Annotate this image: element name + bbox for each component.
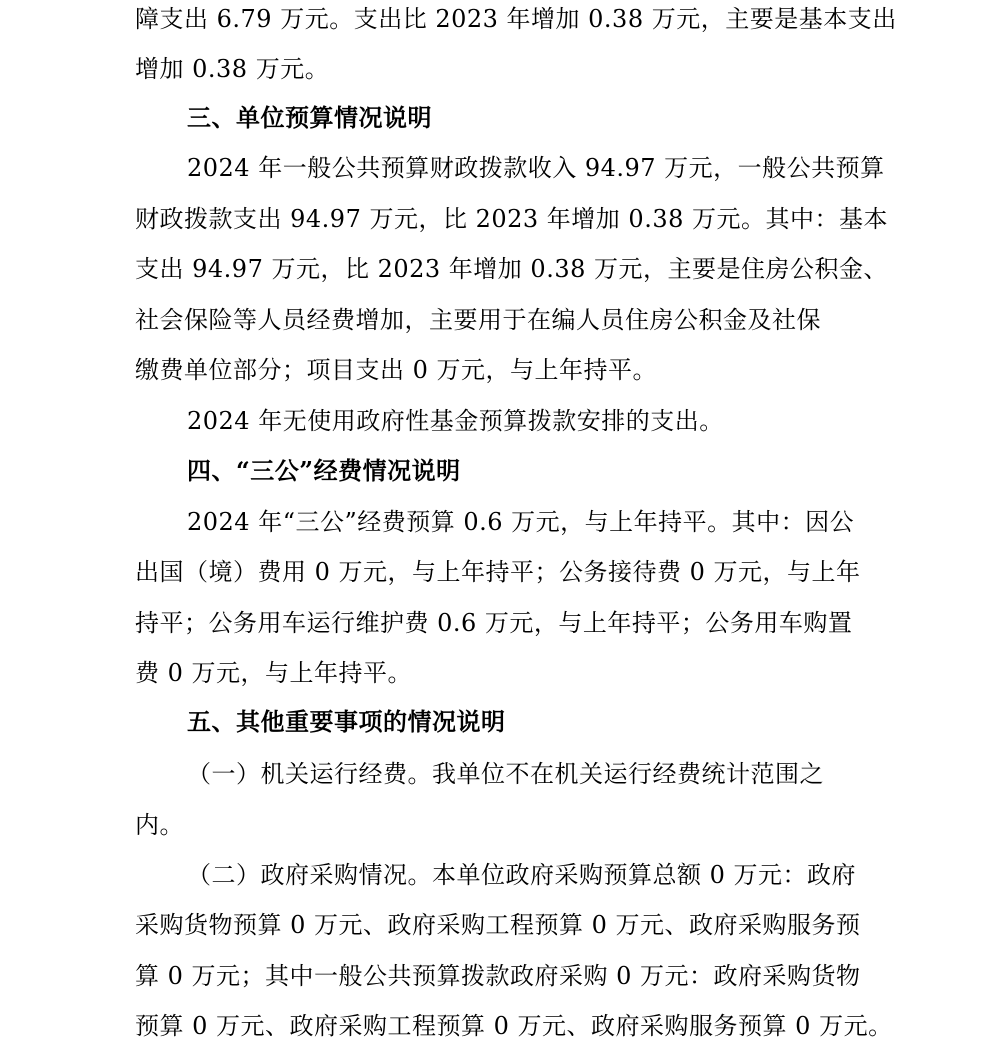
paragraph-line: 内。 [135, 811, 184, 839]
section-heading-3: 三、单位预算情况说明 [187, 103, 432, 132]
paragraph-line: 算 0 万元；其中一般公共预算拨款政府采购 0 万元：政府采购货物 [135, 962, 861, 990]
paragraph-line: 预算 0 万元、政府采购工程预算 0 万元、政府采购服务预算 0 万元。 [135, 1012, 893, 1040]
paragraph-line: 增加 0.38 万元。 [135, 55, 330, 83]
paragraph-line: （一）机关运行经费。我单位不在机关运行经费统计范围之 [187, 760, 824, 788]
paragraph-line: 2024 年一般公共预算财政拨款收入 94.97 万元，一般公共预算 [187, 154, 885, 182]
paragraph-line: 支出 94.97 万元，比 2023 年增加 0.38 万元，主要是住房公积金、 [135, 255, 888, 283]
paragraph-line: 障支出 6.79 万元。支出比 2023 年增加 0.38 万元，主要是基本支出 [135, 5, 897, 33]
paragraph-line: 出国（境）费用 0 万元，与上年持平；公务接待费 0 万元，与上年 [135, 558, 861, 586]
paragraph-line: 费 0 万元，与上年持平。 [135, 659, 413, 687]
paragraph-line: 2024 年无使用政府性基金预算拨款安排的支出。 [187, 407, 724, 435]
paragraph-line: （二）政府采购情况。本单位政府采购预算总额 0 万元：政府 [187, 861, 857, 889]
paragraph-line: 采购货物预算 0 万元、政府采购工程预算 0 万元、政府采购服务预 [135, 911, 861, 939]
paragraph-line: 财政拨款支出 94.97 万元，比 2023 年增加 0.38 万元。其中：基本 [135, 205, 888, 233]
section-heading-4: 四、“三公”经费情况说明 [187, 456, 461, 485]
paragraph-line: 社会保险等人员经费增加，主要用于在编人员住房公积金及社保 [135, 306, 821, 334]
paragraph-line: 持平；公务用车运行维护费 0.6 万元，与上年持平；公务用车购置 [135, 609, 853, 637]
paragraph-line: 缴费单位部分；项目支出 0 万元，与上年持平。 [135, 356, 658, 384]
paragraph-line: 2024 年“三公”经费预算 0.6 万元，与上年持平。其中：因公 [187, 508, 855, 536]
section-heading-5: 五、其他重要事项的情况说明 [187, 707, 506, 736]
